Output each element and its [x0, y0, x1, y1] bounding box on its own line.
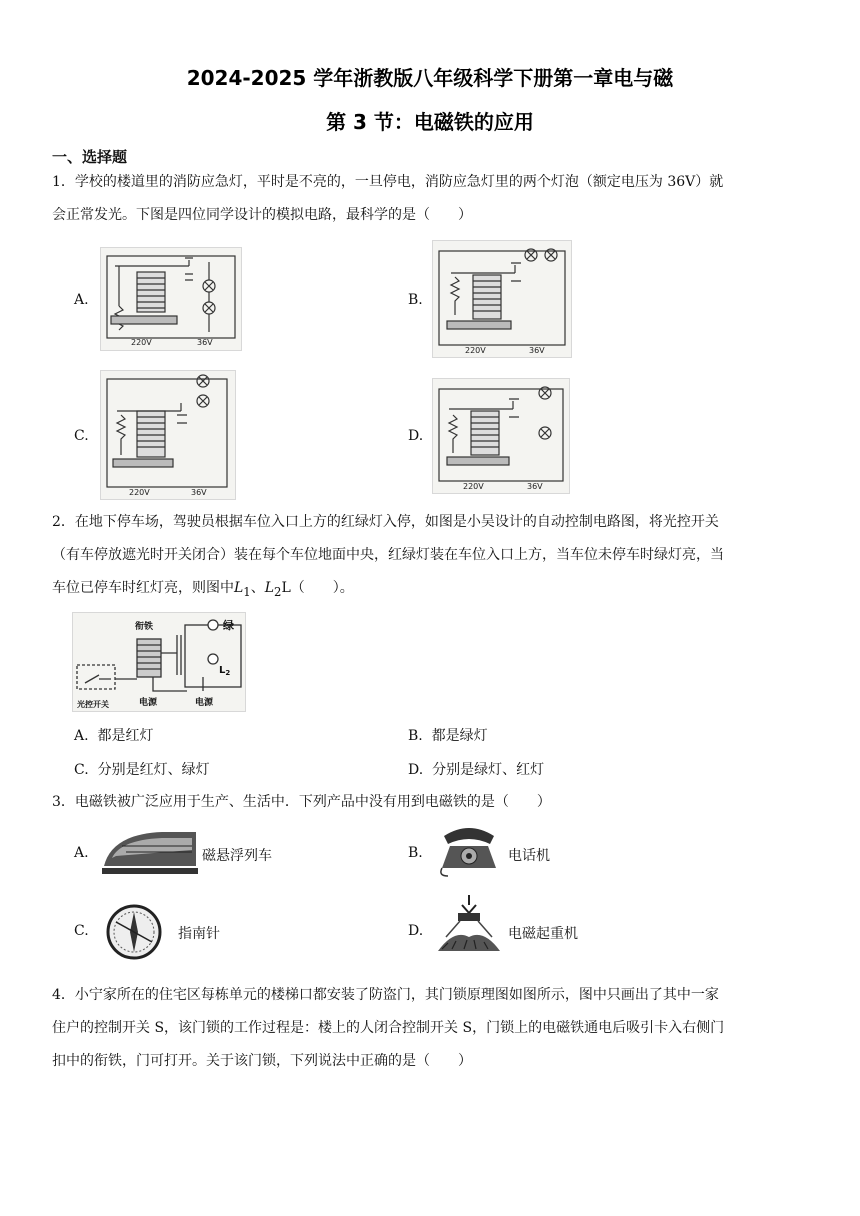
- q2-option-b-text: 都是绿灯: [431, 728, 488, 744]
- q3-option-a-label[interactable]: A.: [74, 845, 89, 861]
- q2-option-c-label: C.: [74, 762, 89, 778]
- q2-label-power-2: 电源: [195, 698, 214, 708]
- q2-lamp-l2-sub: 2: [274, 584, 282, 599]
- q2-text-line2: （有车停放遮光时开关闭合）装在每个车位地面中央，红绿灯装在车位入口上方，当车位未停车时绿灯亮，当: [52, 547, 724, 563]
- q2-label-armature: 衔铁: [135, 622, 154, 632]
- q1-option-c-label[interactable]: C.: [74, 428, 89, 444]
- q3-option-d-label[interactable]: D.: [408, 923, 424, 939]
- q2-option-d-text: 分别是绿灯、红灯: [432, 762, 545, 778]
- q3-option-c-label[interactable]: C.: [74, 923, 89, 939]
- telephone-icon: [436, 822, 502, 878]
- q2-lamp-l2: L: [264, 580, 275, 596]
- q3-option-a-text[interactable]: 磁悬浮列车: [202, 848, 272, 864]
- q1-option-c-figure[interactable]: [100, 370, 236, 500]
- q1-text-line1: 1．学校的楼道里的消防应急灯，平时是不亮的，一旦停电，消防应急灯里的两个灯泡（额定电压为 36V）就: [52, 174, 724, 190]
- maglev-train-icon: [102, 826, 198, 878]
- q1-d-voltage-36: 36V: [527, 482, 543, 491]
- compass-icon: [104, 902, 174, 962]
- q1-a-voltage-36: 36V: [197, 338, 213, 347]
- q1-option-b-figure[interactable]: [432, 240, 572, 358]
- q2-lamp-l1-sub: 1: [243, 584, 251, 599]
- q1-d-voltage-220: 220V: [463, 482, 484, 491]
- q2-label-green: 绿: [223, 619, 234, 632]
- q2-option-c[interactable]: [74, 759, 210, 779]
- q1-c-voltage-220: 220V: [129, 488, 150, 497]
- q2-label-lamp: $L_2$: [219, 665, 231, 677]
- q3-option-b-text[interactable]: 电话机: [508, 848, 550, 864]
- q2-option-a-label: A.: [74, 728, 89, 744]
- q1-a-voltage-220: 220V: [131, 338, 152, 347]
- q1-option-d-label[interactable]: D.: [408, 428, 424, 444]
- q2-option-b-label: B.: [408, 728, 423, 744]
- q2-label-power-1: 电源: [139, 698, 158, 708]
- q1-b-voltage-36: 36V: [529, 346, 545, 355]
- q2-line3-suffix: L（ ）。: [281, 580, 354, 596]
- section-subtitle: 第 3 节：电磁铁的应用: [326, 110, 534, 134]
- q4-text-line2: 住户的控制开关 S，该门锁的工作过程是：楼上的人闭合控制开关 S，门锁上的电磁铁通电后吸引卡入右侧门: [52, 1020, 725, 1036]
- relay-circuit-diagram-b: [433, 241, 571, 357]
- q3-option-c-text[interactable]: 指南针: [178, 926, 220, 942]
- q2-line3-prefix: 车位已停车时红灯亮，则图中: [52, 580, 234, 596]
- q1-option-b-label[interactable]: B.: [408, 292, 423, 308]
- q2-text-line1: 2．在地下停车场，驾驶员根据车位入口上方的红绿灯入停，如图是小吴设计的自动控制电路图，将光控开关: [52, 514, 719, 530]
- q3-option-d-text[interactable]: 电磁起重机: [508, 926, 578, 942]
- q2-separator: 、: [250, 580, 265, 596]
- q2-text-line3: [52, 578, 354, 602]
- q1-b-voltage-220: 220V: [465, 346, 486, 355]
- q4-text-line1: 4．小宁家所在的住宅区每栋单元的楼梯口都安装了防盗门，其门锁原理图如图所示，图中只画出了其中一家: [52, 987, 719, 1003]
- q1-option-d-figure[interactable]: [432, 378, 570, 494]
- q2-lamp-l1: L: [234, 580, 244, 596]
- q3-text-line1: 3．电磁铁被广泛应用于生产、生活中．下列产品中没有用到电磁铁的是（ ）: [52, 794, 551, 810]
- q2-parking-control-circuit: [72, 612, 246, 712]
- electromagnetic-crane-icon: [434, 893, 504, 963]
- q1-option-a-figure[interactable]: [100, 247, 242, 351]
- q1-text-line2: 会正常发光。下图是四位同学设计的模拟电路，最科学的是（ ）: [52, 207, 472, 223]
- q2-label-light-switch: 光控开关: [77, 700, 109, 709]
- q4-text-line3: 扣中的衔铁，门可打开。关于该门锁，下列说法中正确的是（ ）: [52, 1053, 472, 1069]
- q2-option-b[interactable]: [408, 725, 488, 745]
- q2-option-a[interactable]: [74, 725, 153, 745]
- q1-c-voltage-36: 36V: [191, 488, 207, 497]
- q2-option-c-text: 分别是红灯、绿灯: [97, 762, 210, 778]
- section-heading: 一、选择题: [52, 148, 128, 166]
- relay-circuit-diagram-a: [101, 248, 241, 350]
- relay-circuit-diagram-c: [101, 371, 235, 499]
- q2-option-a-text: 都是红灯: [97, 728, 154, 744]
- document-title: 2024-2025 学年浙教版八年级科学下册第一章电与磁: [186, 66, 674, 90]
- q3-option-b-label[interactable]: B.: [408, 845, 423, 861]
- q2-option-d[interactable]: [408, 759, 544, 779]
- parking-circuit-diagram: [73, 613, 245, 711]
- relay-circuit-diagram-d: [433, 379, 569, 493]
- q1-option-a-label[interactable]: A.: [74, 292, 89, 308]
- q2-option-d-label: D.: [408, 762, 424, 778]
